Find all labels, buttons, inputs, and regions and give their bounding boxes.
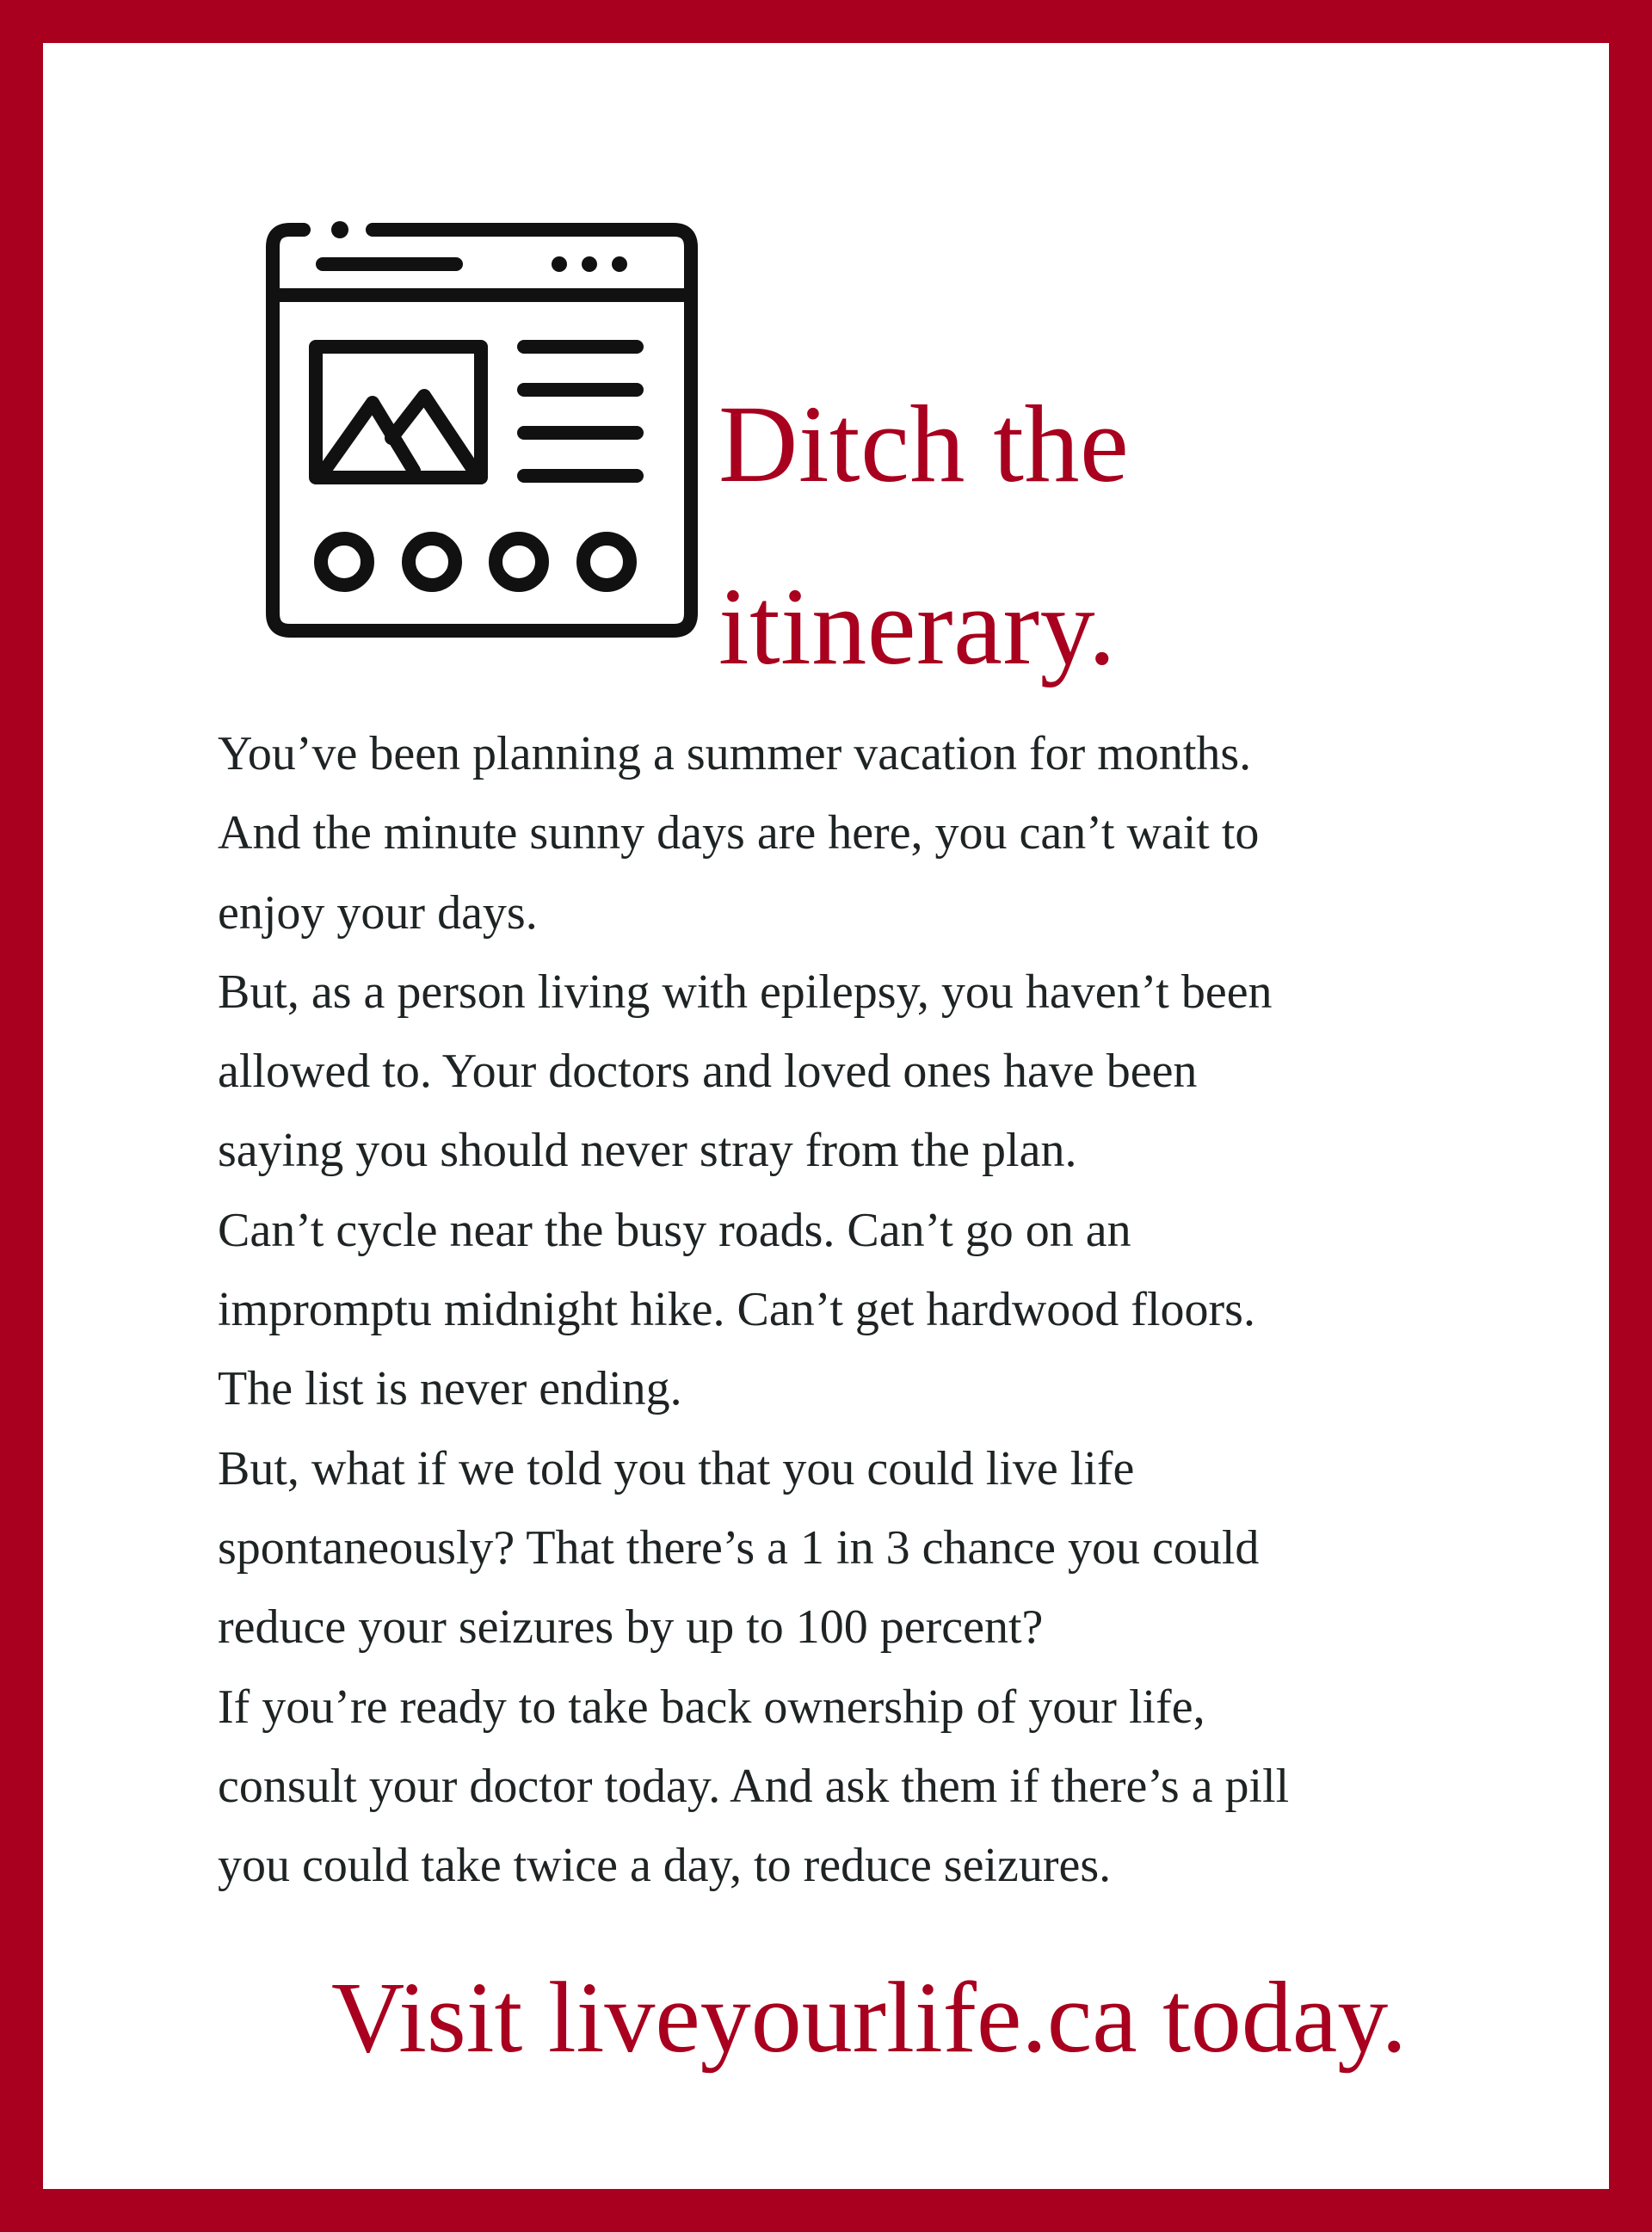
- body-line: But, what if we told you that you could live life: [218, 1441, 1135, 1495]
- headline-line-2: itinerary.: [718, 565, 1117, 687]
- call-to-action: Visit liveyourlife.ca today.: [330, 1961, 1408, 2074]
- body-line: And the minute sunny days are here, you can’t wait to: [218, 806, 1260, 860]
- browser-window-icon: [262, 219, 701, 641]
- body-line: reduce your seizures by up to 100 percent?: [218, 1600, 1044, 1655]
- body-line: enjoy your days.: [218, 885, 538, 940]
- body-line: spontaneously? That there’s a 1 in 3 chance you could: [218, 1520, 1260, 1575]
- body-line: saying you should never stray from the plan.: [218, 1124, 1077, 1178]
- body-line: consult your doctor today. And ask them if there’s a pill: [218, 1759, 1290, 1813]
- body-line: you could take twice a day, to reduce seizures.: [218, 1839, 1112, 1893]
- body-line: impromptu midnight hike. Can’t get hardwood floors.: [218, 1283, 1255, 1337]
- headline: [718, 353, 1129, 718]
- body-line: But, as a person living with epilepsy, you haven’t been: [218, 965, 1273, 1019]
- body-line: allowed to. Your doctors and loved ones have been: [218, 1045, 1198, 1099]
- body-copy: [218, 714, 1560, 1905]
- body-line: You’ve been planning a summer vacation for months.: [218, 727, 1252, 780]
- headline-line-1: Ditch the: [718, 383, 1130, 505]
- body-line: The list is never ending.: [218, 1362, 682, 1416]
- body-line: Can’t cycle near the busy roads. Can’t go on an: [218, 1203, 1131, 1257]
- body-line: If you’re ready to take back ownership of your life,: [218, 1680, 1205, 1734]
